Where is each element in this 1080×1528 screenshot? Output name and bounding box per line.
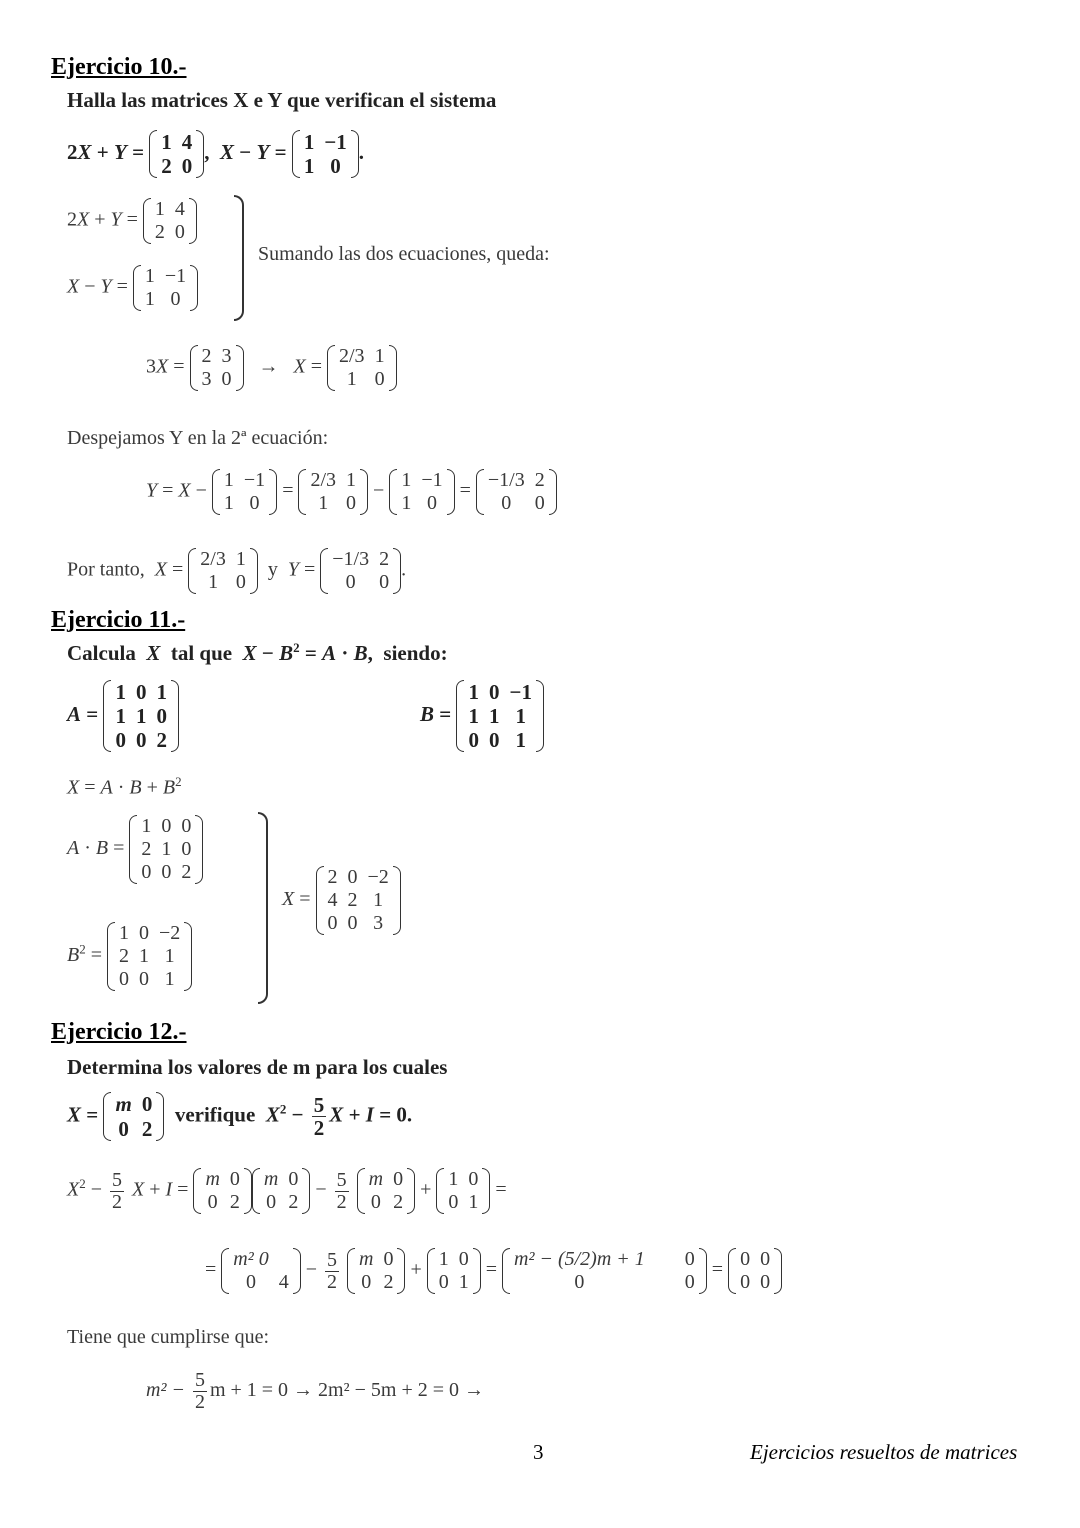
exercise-11-statement: Calcula X tal que $X - B^2 = A \cdot B$, siendo: [67, 640, 448, 665]
exercise-10-statement: Halla las matrices X e Y que verifican el sistema [67, 88, 497, 112]
exercise-12-statement: Determina los valores de m para los cuales [67, 1055, 448, 1079]
eq-3x: 3X = 2 3 3 0 → X = 2/3 1 1 0 [146, 345, 397, 391]
matrix-b-def: B = 1 0 −1 1 1 1 0 0 1 [420, 680, 544, 752]
final-equation: m² − $\frac{5}{2}$ m + 1 = 0 → 2m² − 5m + 2 = 0 → [146, 1369, 484, 1413]
x-formula: $X = A \cdot B + B^2$ [67, 774, 182, 799]
exercise-12-condition: X = m 0 0 2 verifique $X^2$ − $\frac{5}{2}$ X + I = 0. [67, 1092, 413, 1141]
tiene-text: Tiene que cumplirse que: [67, 1326, 270, 1348]
despejamos-text: Despejamos Y en la 2ª ecuación: [67, 427, 329, 449]
system-brace [234, 195, 244, 321]
eq-x-minus-y: X − Y = 1 −1 1 0 [67, 265, 198, 311]
result-brace [258, 812, 268, 1004]
por-tanto-line: Por tanto, X = 2/3 1 1 0 y Y = −1/3 2 0 0 . [67, 548, 407, 593]
sum-text: Sumando las dos ecuaciones, queda: [258, 243, 550, 265]
eq-2x-plus-y: 2X + Y = 1 4 2 0 [67, 198, 197, 244]
page-number: 3 [533, 1440, 544, 1464]
matrix: 1 4 2 0 [149, 130, 204, 178]
footer-title: Ejercicios resueltos de matrices [750, 1440, 1018, 1464]
x-result: X = 2 0 −2 4 2 1 0 0 3 [282, 866, 401, 935]
expansion-line-2: = m² 0 0 4 − $\frac{5}{2}$ m 0 0 2 + 1 0 0 1 = m² − (5/2)m + 1 0 0 0 = 0 0 0 0 [205, 1248, 782, 1294]
b-squared: $B^2$ = 1 0 −2 2 1 1 0 0 1 [67, 922, 192, 991]
exercise-11-heading: Ejercicio 11.- [51, 607, 186, 633]
matrix: 1 −1 1 0 [292, 130, 359, 178]
exercise-12-heading: Ejercicio 12.- [51, 1019, 187, 1045]
eq-y: Y = X − 1 −1 1 0 = 2/3 1 1 0 − 1 −1 1 0 = −1/3 2 0 0 [146, 469, 557, 515]
ab-product: A · B = 1 0 0 2 1 0 0 0 2 [67, 815, 203, 884]
exercise-10-heading: Ejercicio 10.- [51, 54, 187, 80]
expansion-line-1: $X^2$ − $\frac{5}{2}$ X + I = m 0 0 2 m 0 0 2 − $\frac{5}{2}$ m 0 0 2 + 1 0 0 1 = [67, 1168, 507, 1213]
matrix-a-def: A = 1 0 1 1 1 0 0 0 2 [67, 680, 179, 752]
exercise-10-system: 2X + Y = 1 4 2 0 , X − Y = 1 −1 1 0 . [67, 130, 365, 179]
